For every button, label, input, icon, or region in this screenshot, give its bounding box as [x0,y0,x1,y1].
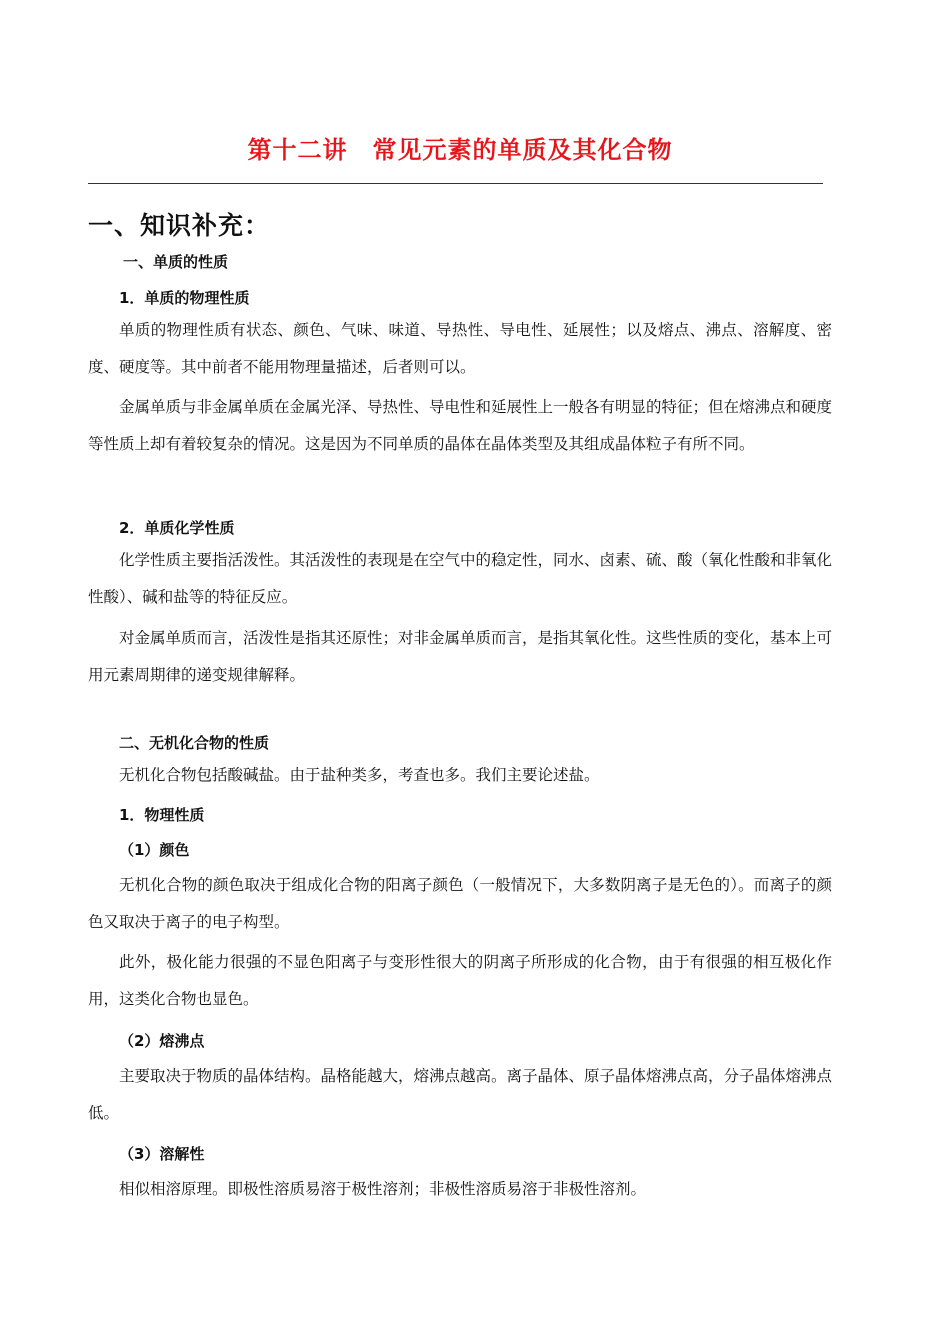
heading-chemical-properties: 2．单质化学性质 [119,519,235,537]
title-divider [88,183,823,184]
heading-compound-physical-properties: 1．物理性质 [119,806,205,824]
subheading-element-properties: 一、单质的性质 [123,253,229,271]
heading-solubility: （3）溶解性 [119,1145,205,1163]
heading-physical-properties: 1．单质的物理性质 [119,289,250,307]
paragraph-physical-properties-1: 单质的物理性质有状态、颜色、气味、味道、导热性、导电性、延展性；以及熔点、沸点、溶解度、密度、硬度等。其中前者不能用物理量描述，后者则可以。 [88,321,832,376]
paragraph-color-2: 此外，极化能力很强的不显色阳离子与变形性很大的阴离子所形成的化合物，由于有很强的相互极化作用，这类化合物也显色。 [88,953,832,1008]
paragraph-solubility: 相似相溶原理。即极性溶质易溶于极性溶剂；非极性溶质易溶于非极性溶剂。 [119,1180,647,1198]
paragraph-color-1: 无机化合物的颜色取决于组成化合物的阳离子颜色（一般情况下，大多数阴离子是无色的）。而离子的颜色又取决于离子的电子构型。 [88,876,832,931]
section-heading-knowledge: 一、知识补充： [88,211,271,240]
paragraph-chemical-properties-2: 对金属单质而言，活泼性是指其还原性；对非金属单质而言，是指其氧化性。这些性质的变化，基本上可用元素周期律的递变规律解释。 [88,629,833,684]
page-title: 第十二讲 常见元素的单质及其化合物 [247,136,673,164]
heading-inorganic-compounds: 二、无机化合物的性质 [119,734,270,752]
paragraph-chemical-properties-1: 化学性质主要指活泼性。其活泼性的表现是在空气中的稳定性，同水、卤素、硫、酸（氧化性酸和非氧化性酸）、碱和盐等的特征反应。 [88,551,833,606]
heading-color: （1）颜色 [119,841,190,859]
paragraph-physical-properties-2: 金属单质与非金属单质在金属光泽、导热性、导电性和延展性上一般各有明显的特征；但在熔沸点和硬度等性质上却有着较复杂的情况。这是因为不同单质的晶体在晶体类型及其组成晶体粒子有所不同。 [88,398,833,453]
heading-melting-boiling-point: （2）熔沸点 [119,1032,205,1050]
paragraph-inorganic-intro: 无机化合物包括酸碱盐。由于盐种类多，考查也多。我们主要论述盐。 [119,766,600,784]
paragraph-melting-boiling-point: 主要取决于物质的晶体结构。晶格能越大，熔沸点越高。离子晶体、原子晶体熔沸点高，分子晶体熔沸点低。 [88,1067,833,1122]
